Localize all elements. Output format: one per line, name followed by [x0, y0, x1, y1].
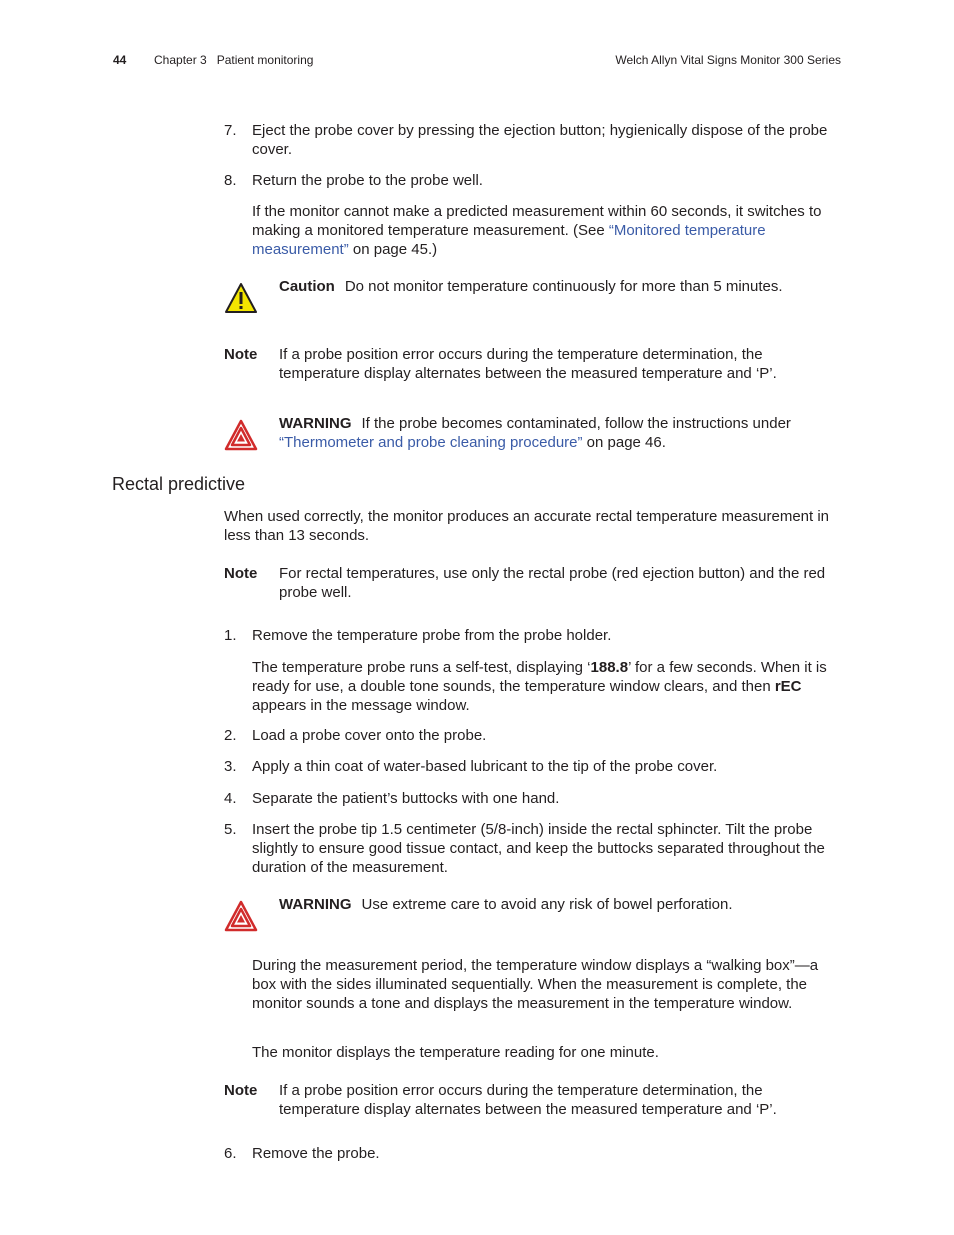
warning-triangle-icon	[224, 419, 258, 451]
warning-label: WARNING	[279, 896, 352, 913]
step-number: 2.	[224, 727, 237, 744]
step-number: 4.	[224, 790, 237, 807]
step-text: Remove the temperature probe from the probe holder.	[252, 627, 612, 644]
warning-label: WARNING	[279, 415, 352, 432]
step-text: Load a probe cover onto the probe.	[252, 727, 487, 744]
note-label: Note	[224, 1082, 258, 1099]
warning-callout	[279, 895, 844, 914]
paragraph-text: on page 45.)	[348, 241, 438, 258]
warning-triangle-icon	[224, 900, 258, 932]
warning-text: If the probe becomes contaminated, follow the instructions under	[361, 415, 791, 432]
paragraph-text: ’ for a few seconds. When it is ready for use, a double tone sounds, the temperature window clears, and then	[252, 659, 827, 695]
cross-reference-link[interactable]: “Thermometer and probe cleaning procedure”	[279, 434, 583, 451]
step-text: Insert the probe tip 1.5 centimeter (5/8-inch) inside the rectal sphincter. Tilt the probe slightly to ensure good tissue contact, and keep the buttocks separated throughout the duration of the measurement.	[252, 821, 825, 876]
running-header-chapter: Chapter 3 Patient monitoring	[154, 53, 314, 67]
page-number: 44	[113, 53, 127, 67]
step-paragraph: During the measurement period, the temperature window displays a “walking box”—a box with the sides illuminated sequentially. When the measurement is complete, the monitor sounds a tone and displays the measurement in the temperature window.	[252, 957, 819, 1012]
caution-triangle-icon	[224, 282, 258, 314]
note-text: If a probe position error occurs during the temperature determination, the temperature display alternates between the measured temperature and ‘P’.	[279, 346, 777, 382]
step-text: Apply a thin coat of water-based lubricant to the tip of the probe cover.	[252, 758, 718, 775]
paragraph-text: The temperature probe runs a self-test, displaying ‘	[252, 659, 591, 676]
warning-callout	[279, 414, 844, 452]
step-text: Separate the patient’s buttocks with one hand.	[252, 790, 560, 807]
caution-label: Caution	[279, 278, 335, 295]
step-number: 5.	[224, 821, 237, 838]
display-value: 188.8	[590, 659, 629, 676]
paragraph-text: If the monitor cannot make a predicted measurement within 60 seconds, it switches to making a monitored temperature measurement. (See	[252, 203, 822, 239]
note-text: If a probe position error occurs during the temperature determination, the temperature display alternates between the measured temperature and ‘P’.	[279, 1082, 777, 1118]
step-paragraph: The monitor displays the temperature reading for one minute.	[252, 1044, 659, 1061]
step-paragraph	[252, 658, 844, 715]
step-number: 6.	[224, 1145, 237, 1162]
step-paragraph	[252, 202, 844, 259]
note-label: Note	[224, 565, 258, 582]
warning-text: on page 46.	[582, 434, 666, 451]
section-heading: Rectal predictive	[112, 474, 246, 494]
step-number: 1.	[224, 627, 237, 644]
warning-text: Use extreme care to avoid any risk of bowel perforation.	[361, 896, 733, 913]
running-header-title: Welch Allyn Vital Signs Monitor 300 Series	[615, 53, 841, 67]
step-text: Remove the probe.	[252, 1145, 380, 1162]
caution-callout	[279, 277, 844, 296]
step-text: Return the probe to the probe well.	[252, 172, 483, 189]
note-label: Note	[224, 346, 258, 363]
step-number: 8.	[224, 172, 237, 189]
step-text: Eject the probe cover by pressing the ejection button; hygienically dispose of the probe cover.	[252, 122, 828, 158]
step-number: 7.	[224, 122, 237, 139]
note-text: For rectal temperatures, use only the rectal probe (red ejection button) and the red probe well.	[279, 565, 826, 601]
caution-text: Do not monitor temperature continuously for more than 5 minutes.	[344, 278, 783, 295]
section-intro: When used correctly, the monitor produces an accurate rectal temperature measurement in less than 13 seconds.	[224, 508, 830, 544]
display-value: rEC	[774, 678, 802, 695]
step-number: 3.	[224, 758, 237, 775]
cross-reference-link[interactable]: “Monitored temperature measurement”	[252, 222, 766, 258]
paragraph-text: appears in the message window.	[252, 697, 470, 714]
